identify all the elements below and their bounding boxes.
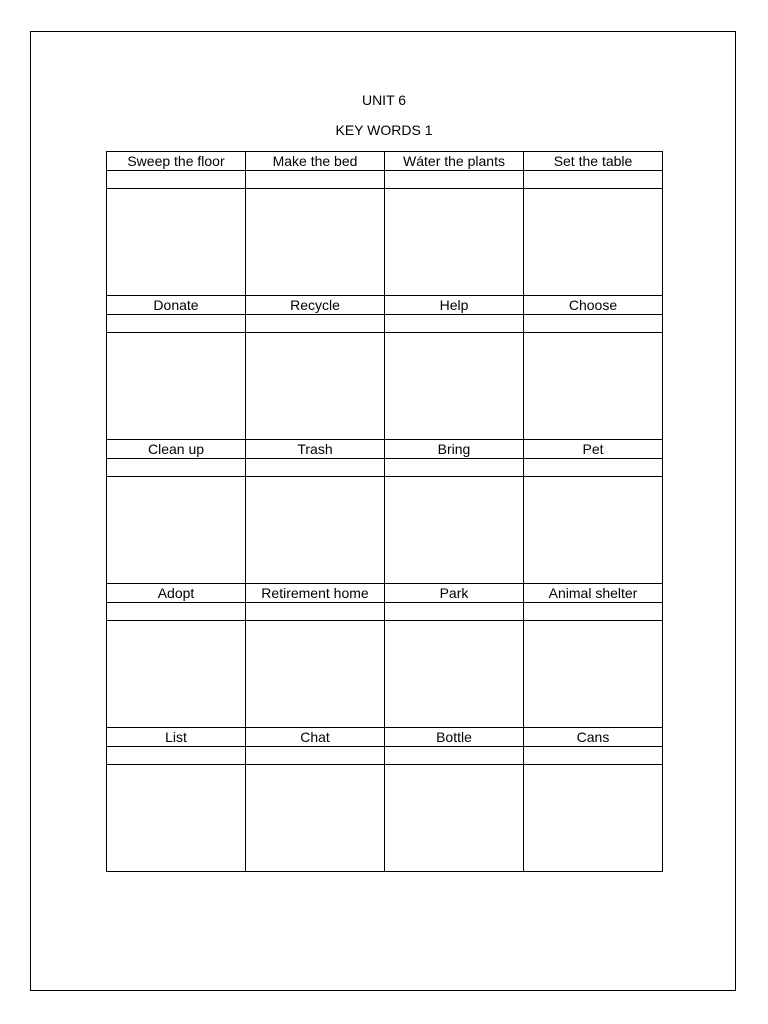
writing-row (107, 315, 663, 333)
writing-cell[interactable] (524, 747, 663, 765)
drawing-cell[interactable] (385, 477, 524, 584)
writing-cell[interactable] (385, 171, 524, 189)
word-row (107, 440, 663, 459)
writing-cell[interactable] (107, 603, 246, 621)
word-cell: Choose (524, 296, 663, 315)
writing-cell[interactable] (524, 459, 663, 477)
writing-cell[interactable] (107, 171, 246, 189)
word-cell: Cans (524, 728, 663, 747)
writing-cell[interactable] (385, 603, 524, 621)
word-cell: Make the bed (246, 152, 385, 171)
vocabulary-table (106, 151, 663, 872)
word-row (107, 296, 663, 315)
word-cell: Trash (246, 440, 385, 459)
word-cell: List (107, 728, 246, 747)
word-cell: Bottle (385, 728, 524, 747)
drawing-cell[interactable] (107, 621, 246, 728)
drawing-cell[interactable] (524, 333, 663, 440)
word-cell: Help (385, 296, 524, 315)
word-cell: Donate (107, 296, 246, 315)
drawing-cell[interactable] (246, 477, 385, 584)
drawing-cell[interactable] (385, 333, 524, 440)
word-cell: Chat (246, 728, 385, 747)
word-cell: Recycle (246, 296, 385, 315)
drawing-cell[interactable] (107, 477, 246, 584)
writing-cell[interactable] (246, 603, 385, 621)
drawing-row (107, 333, 663, 440)
writing-row (107, 171, 663, 189)
drawing-cell[interactable] (524, 477, 663, 584)
word-cell: Park (385, 584, 524, 603)
key-words-title: KEY WORDS 1 (335, 122, 433, 138)
writing-cell[interactable] (385, 459, 524, 477)
word-cell: Bring (385, 440, 524, 459)
drawing-cell[interactable] (524, 621, 663, 728)
writing-cell[interactable] (524, 171, 663, 189)
writing-cell[interactable] (246, 747, 385, 765)
drawing-cell[interactable] (246, 333, 385, 440)
drawing-row (107, 621, 663, 728)
drawing-cell[interactable] (107, 765, 246, 872)
unit-title: UNIT 6 (361, 92, 407, 108)
writing-cell[interactable] (107, 747, 246, 765)
word-cell: Clean up (107, 440, 246, 459)
drawing-cell[interactable] (107, 333, 246, 440)
writing-cell[interactable] (107, 459, 246, 477)
word-cell: Pet (524, 440, 663, 459)
word-cell: Retirement home (246, 584, 385, 603)
writing-row (107, 459, 663, 477)
word-cell: Adopt (107, 584, 246, 603)
drawing-cell[interactable] (246, 765, 385, 872)
writing-cell[interactable] (246, 459, 385, 477)
drawing-cell[interactable] (385, 621, 524, 728)
drawing-cell[interactable] (385, 765, 524, 872)
writing-cell[interactable] (524, 603, 663, 621)
drawing-cell[interactable] (524, 189, 663, 296)
drawing-row (107, 189, 663, 296)
writing-cell[interactable] (385, 315, 524, 333)
word-row (107, 152, 663, 171)
drawing-row (107, 765, 663, 872)
word-cell: Sweep the floor (107, 152, 246, 171)
writing-cell[interactable] (246, 171, 385, 189)
drawing-row (107, 477, 663, 584)
word-row (107, 728, 663, 747)
writing-cell[interactable] (385, 747, 524, 765)
drawing-cell[interactable] (107, 189, 246, 296)
drawing-cell[interactable] (246, 621, 385, 728)
writing-cell[interactable] (246, 315, 385, 333)
writing-cell[interactable] (524, 315, 663, 333)
drawing-cell[interactable] (385, 189, 524, 296)
drawing-cell[interactable] (524, 765, 663, 872)
word-cell: Set the table (524, 152, 663, 171)
word-cell: Wáter the plants (385, 152, 524, 171)
word-row (107, 584, 663, 603)
word-cell: Animal shelter (524, 584, 663, 603)
drawing-cell[interactable] (246, 189, 385, 296)
writing-cell[interactable] (107, 315, 246, 333)
writing-row (107, 603, 663, 621)
writing-row (107, 747, 663, 765)
